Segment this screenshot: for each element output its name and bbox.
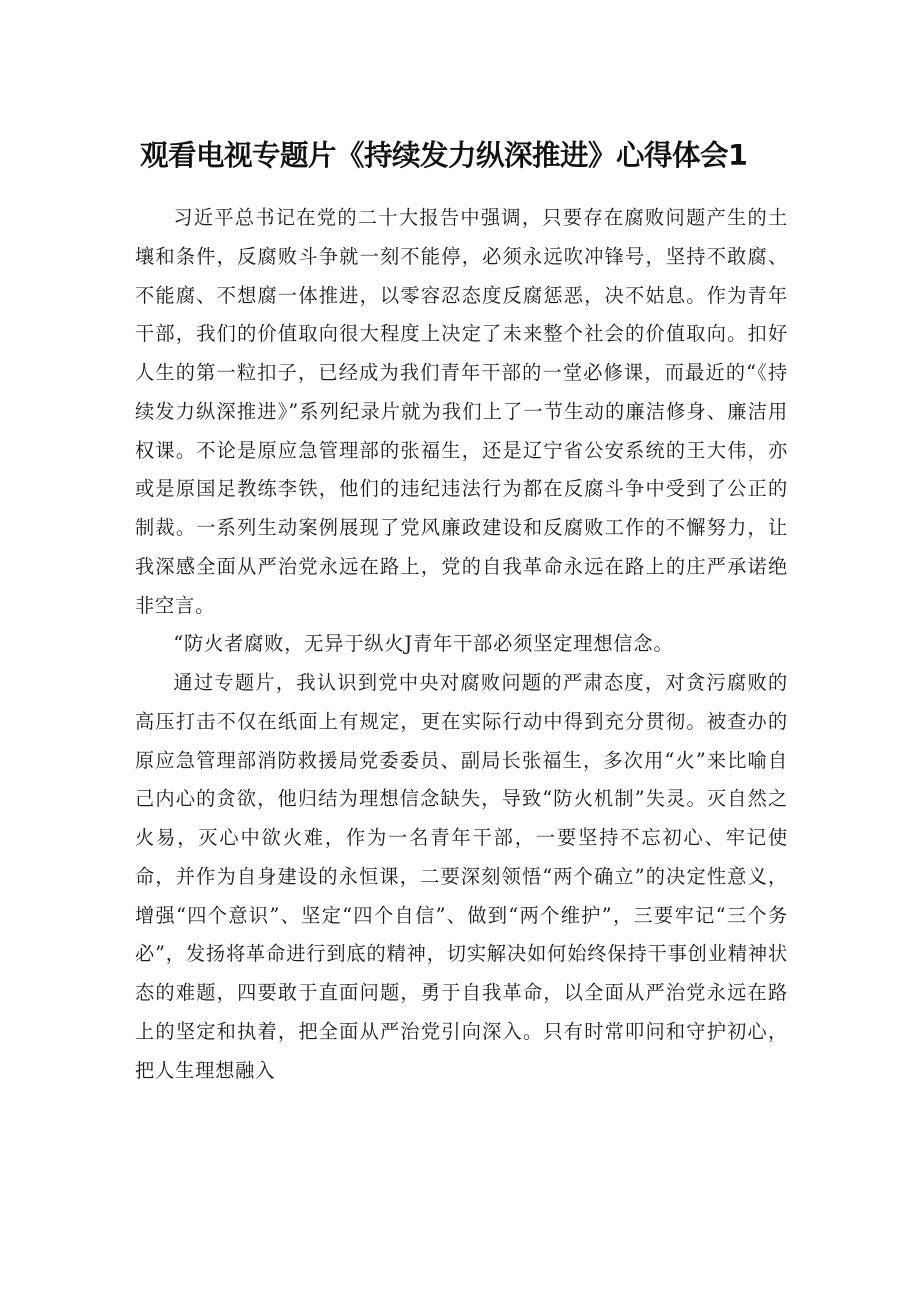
document-title: 观看电视专题片《持续发力纵深推进》心得体会1 (140, 139, 748, 172)
paragraph-1: 习近平总书记在党的二十大报告中强调，只要存在腐败问题产生的土壤和条件，反腐败斗争就一刻不能停，必须永远吹冲锋号，坚持不敢腐、不能腐、不想腐一体推进，以零容忍态度反腐惩恶，决不姑息。作为青年干部，我们的价值取向很大程度上决定了未来整个社会的价值取向。扣好人生的第一粒扣子，已经成为我们青年干部的一堂必修课，而最近的“《持续发力纵深推进》”系列纪录片就为我们上了一节生动的廉洁修身、廉洁用权课。不论是原应急管理部的张福生，还是辽宁省公安系统的王大伟，亦或是原国足教练李铁，他们的违纪违法行为都在反腐斗争中受到了公正的制裁。一系列生动案例展现了党风廉政建设和反腐败工作的不懈努力，让我深感全面从严治党永远在路上，党的自我革命永远在路上的庄严承诺绝非空言。 (135, 206, 788, 617)
paragraph-2: “防火者腐败，无异于纵火J青年干部必须坚定理想信念。 (173, 632, 674, 656)
document-body (135, 199, 788, 1090)
paragraph-3: 通过专题片，我认识到党中央对腐败问题的严肃态度，对贪污腐败的高压打击不仅在纸面上有规定，更在实际行动中得到充分贯彻。被查办的原应急管理部消防救援局党委委员、副局长张福生，多次用“火”来比喻自己内心的贪欲，他归结为理想信念缺失，导致“防火机制”失灵。灭自然之火易，灭心中欲火难，作为一名青年干部，一要坚持不忘初心、牢记使命，并作为自身建设的永恒课，二要深刻领悟“两个确立”的决定性意义，增强“四个意识”、坚定“四个自信”、做到“两个维护”，三要牢记“三个务必”，发扬将革命进行到底的精神，切实解决如何始终保持干事创业精神状态的难题，四要敢于直面问题，勇于自我革命，以全面从严治党永远在路上的坚定和执着，把全面从严治党引向深入。只有时常叩问和守护初心，把人生理想融入 (135, 671, 788, 1082)
